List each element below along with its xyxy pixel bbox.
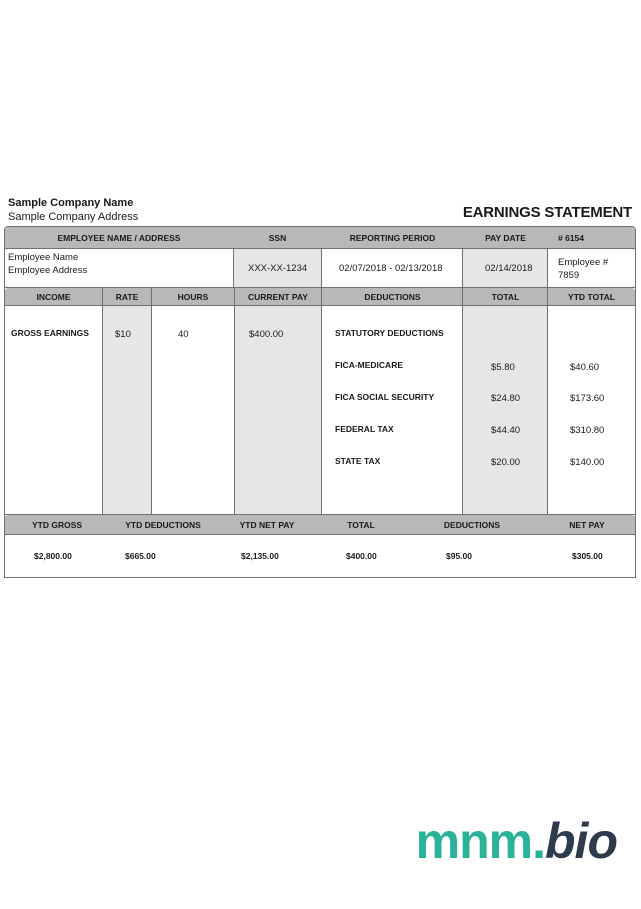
- divider: [462, 288, 463, 514]
- logo: [416, 812, 617, 870]
- current-pay-value: $400.00: [249, 329, 284, 340]
- employee-address: Employee Address: [8, 265, 88, 276]
- divider: [462, 249, 463, 287]
- statement-title: EARNINGS STATEMENT: [462, 204, 632, 221]
- ssn-value: XXX-XX-1234: [248, 263, 308, 274]
- logo-part2: bio: [545, 813, 617, 869]
- employee-info-header: [5, 227, 635, 249]
- header-reporting-period: REPORTING PERIOD: [349, 232, 436, 243]
- header-total-summary: TOTAL: [347, 519, 375, 530]
- header-total: TOTAL: [491, 291, 520, 302]
- divider: [234, 288, 235, 514]
- employee-info-table: [4, 226, 636, 288]
- ytd-deductions-value: $665.00: [125, 551, 156, 561]
- deduction-label: STATE TAX: [335, 456, 381, 466]
- deduction-label: STATUTORY DEDUCTIONS: [335, 328, 444, 338]
- header-current-pay: CURRENT PAY: [248, 291, 308, 302]
- earnings-header: [5, 288, 635, 306]
- deduction-label: FICA SOCIAL SECURITY: [335, 392, 435, 402]
- divider: [321, 249, 322, 287]
- deductions-value: $95.00: [446, 551, 472, 561]
- reporting-period-value: 02/07/2018 - 02/13/2018: [339, 263, 443, 274]
- deduction-total: $5.80: [491, 362, 515, 373]
- company-name: Sample Company Name: [8, 197, 134, 209]
- employee-name: Employee Name: [8, 252, 79, 263]
- divider: [547, 249, 548, 287]
- header-deductions-summary: DEDUCTIONS: [443, 519, 501, 530]
- employee-number-value: 7859: [558, 270, 580, 281]
- total-column-shade: [463, 306, 547, 514]
- deduction-total: $24.80: [491, 393, 521, 404]
- earnings-table: [4, 288, 636, 515]
- income-label: GROSS EARNINGS: [11, 328, 89, 338]
- header-rate: RATE: [115, 291, 139, 302]
- logo-part1: mnm.: [415, 813, 546, 869]
- divider: [547, 288, 548, 514]
- header-net-pay: NET PAY: [569, 519, 605, 530]
- deduction-ytd: $310.80: [570, 425, 605, 436]
- summary-table: [4, 514, 636, 578]
- header-ytd-total: YTD TOTAL: [568, 291, 615, 302]
- hours-value: 40: [178, 329, 189, 340]
- pay-date-value: 02/14/2018: [485, 263, 533, 274]
- employee-number-label: Employee #: [558, 257, 609, 268]
- header-ytd-deductions: YTD DEDUCTIONS: [125, 519, 201, 530]
- ytd-net-pay-value: $2,135.00: [241, 551, 279, 561]
- company-address: Sample Company Address: [8, 211, 139, 223]
- net-pay-value: $305.00: [572, 551, 603, 561]
- header-ytd-net-pay: YTD NET PAY: [239, 519, 295, 530]
- header-pay-date: PAY DATE: [485, 232, 526, 243]
- rate-value: $10: [115, 329, 131, 340]
- header-income: INCOME: [36, 291, 71, 302]
- divider: [102, 288, 103, 514]
- statement-number: # 6154: [558, 232, 584, 243]
- header-deductions: DEDUCTIONS: [364, 291, 421, 302]
- divider: [233, 249, 234, 287]
- deduction-label: FEDERAL TAX: [335, 424, 394, 434]
- total-value: $400.00: [346, 551, 377, 561]
- header-employee-name-address: EMPLOYEE NAME / ADDRESS: [57, 232, 181, 243]
- deduction-label: FICA-MEDICARE: [335, 360, 403, 370]
- header-ytd-gross: YTD GROSS: [31, 519, 83, 530]
- deduction-total: $44.40: [491, 425, 521, 436]
- divider: [321, 288, 322, 514]
- deduction-ytd: $40.60: [570, 362, 600, 373]
- divider: [151, 288, 152, 514]
- summary-header: [5, 515, 635, 535]
- ytd-gross-value: $2,800.00: [34, 551, 72, 561]
- deduction-ytd: $140.00: [570, 457, 605, 468]
- deduction-ytd: $173.60: [570, 393, 605, 404]
- deduction-total: $20.00: [491, 457, 521, 468]
- header-ssn: SSN: [268, 232, 287, 243]
- header-hours: HOURS: [177, 291, 209, 302]
